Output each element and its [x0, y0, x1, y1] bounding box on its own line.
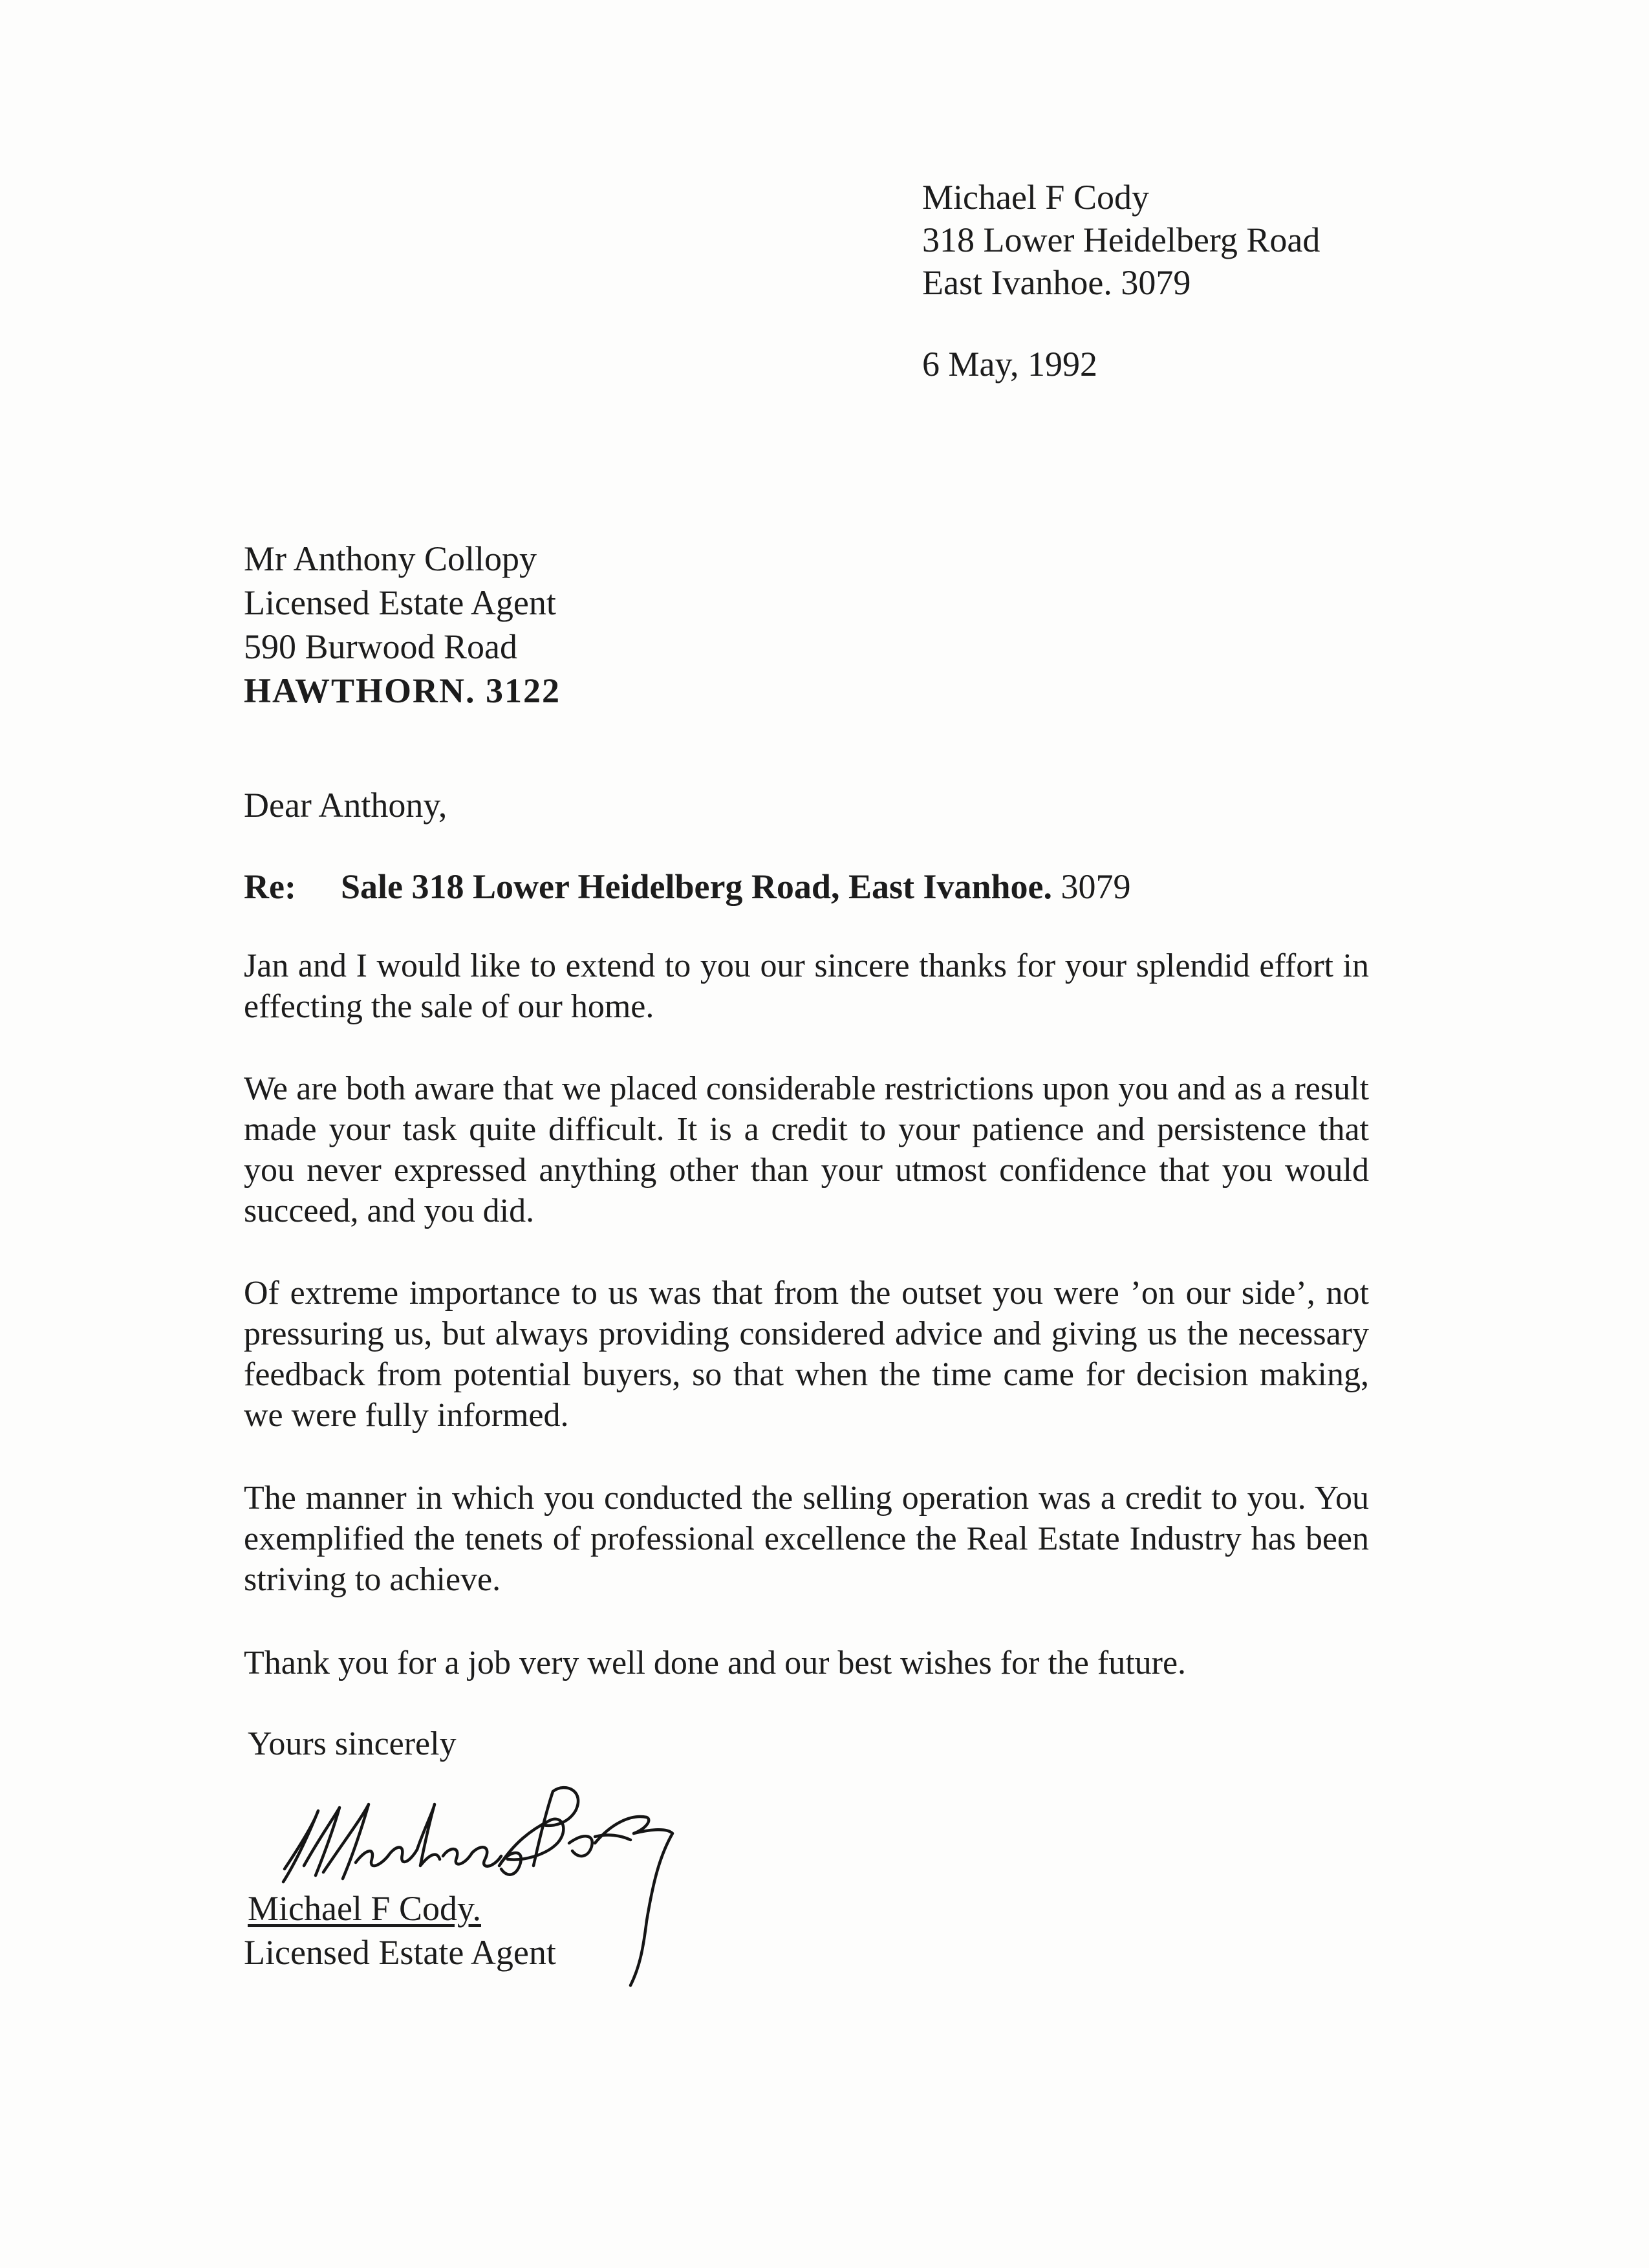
body-paragraph: We are both aware that we placed considerable restrictions upon you and as a result made your task quite difficult. It is a credit to your patience and persistence that you never expressed anything other than your utmost confidence that you would succeed, and you did.: [244, 1070, 1369, 1229]
signatory-title: Licensed Estate Agent: [244, 1933, 556, 1972]
sender-name: Michael F Cody: [922, 178, 1149, 217]
sender-suburb: East Ivanhoe. 3079: [922, 263, 1191, 302]
sender-address: [922, 176, 1504, 304]
letter-date: 6 May, 1992: [922, 345, 1097, 383]
subject-line: [244, 865, 1131, 908]
recipient-suburb: HAWTHORN. 3122: [244, 671, 561, 710]
signatory-name: Michael F Cody.: [248, 1889, 481, 1928]
body-paragraph: The manner in which you conducted the selling operation was a credit to you. You exemplified the tenets of professional excellence the Real Estate Industry has been striving to achieve.: [244, 1480, 1369, 1598]
subject-postcode: 3079: [1061, 867, 1131, 906]
recipient-name: Mr Anthony Collopy: [244, 539, 537, 578]
body-paragraph: Thank you for a job very well done and our best wishes for the future.: [244, 1645, 1187, 1681]
closing: Yours sincerely: [248, 1725, 457, 1762]
salutation: Dear Anthony,: [244, 786, 447, 825]
recipient-address: [244, 537, 1020, 713]
subject-text: Sale 318 Lower Heidelberg Road, East Ivanhoe.: [341, 867, 1053, 906]
recipient-title: Licensed Estate Agent: [244, 583, 556, 622]
body-paragraph: Of extreme importance to us was that from the outset you were ’on our side’, not pressuring us, but always providing considered advice and giving us the necessary feedback from potential buyers, so that when the time came for decision making, we were fully informed.: [244, 1275, 1369, 1434]
subject-label: Re:: [244, 867, 296, 906]
sender-street: 318 Lower Heidelberg Road: [922, 221, 1320, 259]
recipient-street: 590 Burwood Road: [244, 627, 517, 666]
body-paragraph: Jan and I would like to extend to you our sincere thanks for your splendid effort in effecting the sale of our home.: [244, 947, 1369, 1025]
